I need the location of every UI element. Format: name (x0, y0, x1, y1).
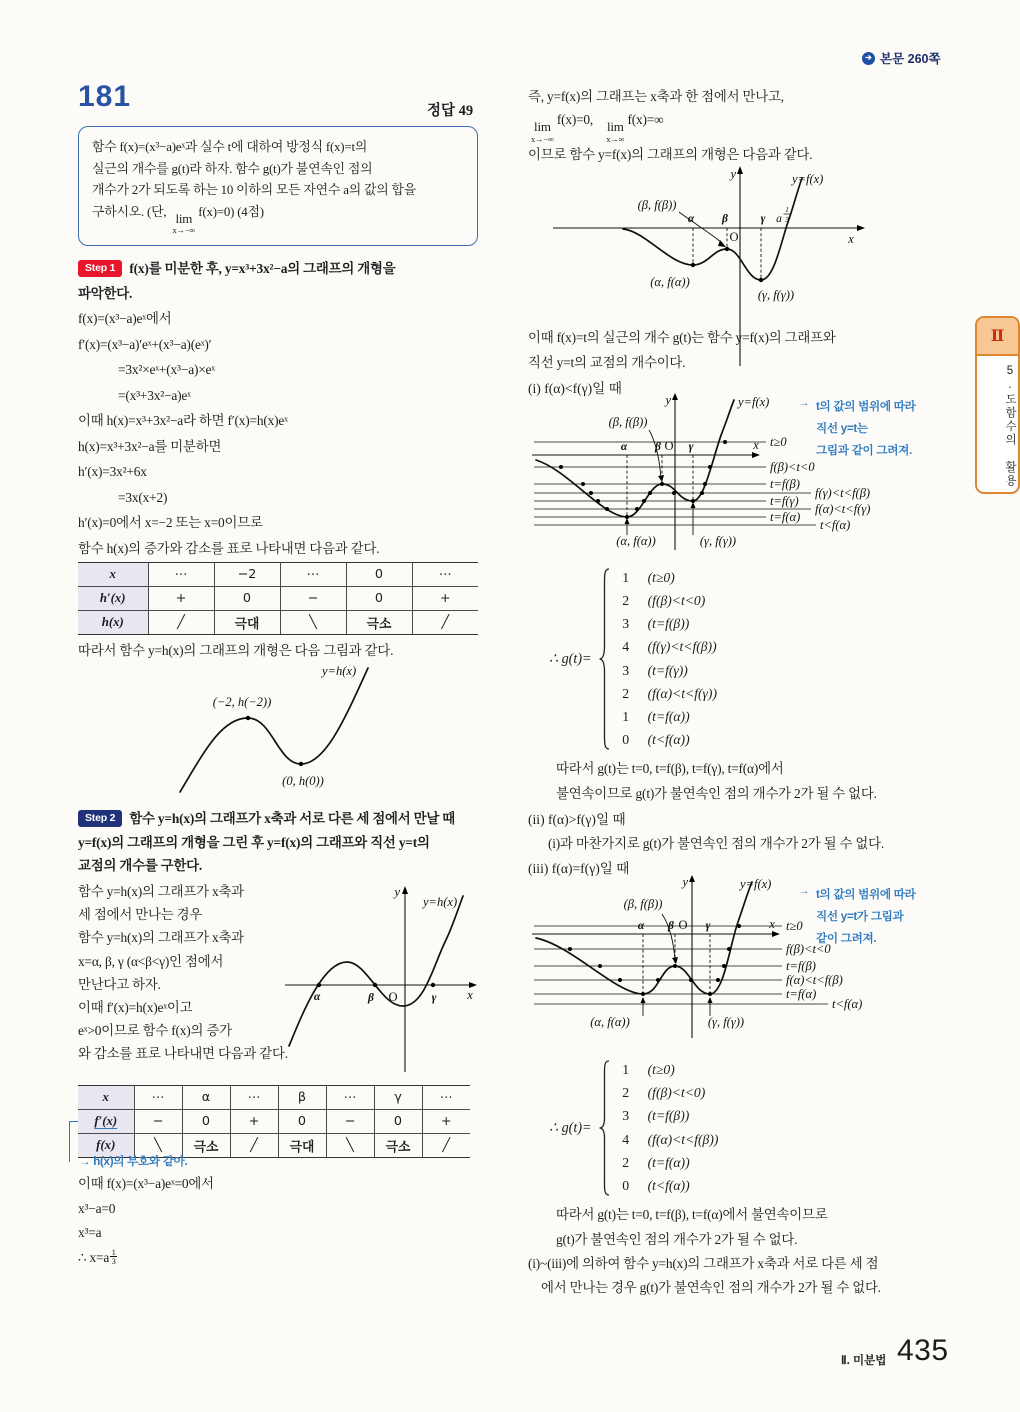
left-conclusion (78, 1172, 214, 1270)
table-row: f′(x) − 0 + 0 − 0 + (78, 1110, 470, 1134)
math-line: 이때 h(x)=x³+3x²−a라 하면 f′(x)=h(x)eˣ (78, 413, 288, 428)
right-limits-line: lim x→−∞ f(x)=0, lim x→∞ f(x)=∞ (531, 112, 664, 144)
right-mid-1: 이때 f(x)=t의 실근의 개수 g(t)는 함수 y=f(x)의 그래프와 (528, 330, 836, 345)
source-reference-label: 본문 260쪽 (880, 52, 941, 66)
side-tab-label: 5.도함수의 활용 (1004, 365, 1016, 488)
math-line: f′(x)=(x³−a)′eˣ+(x³−a)(eˣ)′ (78, 336, 212, 352)
x-axis-arrow (752, 452, 760, 458)
problem-line: 함수 f(x)=(x³−a)eˣ과 실수 t에 대하여 방정식 f(x)=t의 (92, 140, 368, 154)
y-label: y (730, 167, 736, 181)
step1-title-cont: 파악한다. (78, 286, 133, 301)
curve-label: y=h(x) (322, 664, 357, 678)
curve-label: y=h(x) (423, 895, 458, 909)
limit-notation: lim x→∞ (606, 119, 625, 144)
table-header-x: x (78, 1086, 134, 1110)
body-line: 와 감소를 표로 나타내면 다음과 같다. (78, 1046, 288, 1062)
limit-notation: lim x→−∞ (531, 119, 554, 144)
math-line: =3x²×eˣ+(x³−a)×eˣ (118, 362, 215, 377)
curly-brace (598, 1058, 611, 1198)
origin-label: O (678, 918, 688, 932)
alpha-label: α (313, 991, 321, 1003)
math-line: 이때 f(x)=(x³−a)eˣ=0에서 (78, 1176, 214, 1191)
curve-label: y=f(x) (738, 395, 770, 409)
chapter-side-tab (975, 316, 1020, 494)
answer-label: 정답 49 (427, 103, 474, 119)
t-range-label: f(γ)<t<f(β) (815, 486, 871, 500)
problem-number: 181 (78, 80, 132, 113)
fraction-exponent: $\frac{1}{3}$ (111, 1246, 116, 1267)
t-range-label: t=f(β) (770, 477, 800, 491)
x-label: x (467, 988, 473, 1002)
g-case-row: 0 (t<f(α)) (622, 1177, 690, 1193)
g-case-row: 4 (f(α)<t<f(β)) (622, 1131, 719, 1147)
x-label: x (848, 232, 854, 246)
g-function-case-i (549, 566, 717, 752)
source-reference-badge (862, 49, 941, 67)
g-case-row: 0 (t<f(α)) (622, 732, 690, 748)
after-g1-line2: 불연속이므로 g(t)가 불연속인 점의 개수가 2가 될 수 없다. (556, 786, 877, 801)
local-min-label: (0, h(0)) (282, 774, 324, 788)
step2-title-cont: y=f(x)의 그래프의 개형을 그린 후 y=f(x)의 그래프와 직선 y=t의 (78, 835, 430, 850)
problem-line: 실근의 개수를 g(t)라 하자. 함수 g(t)가 불연속인 점의 (92, 161, 373, 176)
step2-title: Step 2 함수 y=h(x)의 그래프가 x축과 서로 다른 세 점에서 만날 때 (78, 808, 455, 827)
g-case-row: 2 (t=f(α)) (622, 1154, 690, 1170)
t-range-label: t=f(α) (770, 510, 801, 524)
table-row: x ⋯ −2 ⋯ 0 ⋯ (78, 563, 478, 587)
after-g2-line2: g(t)가 불연속인 점의 개수가 2가 될 수 없다. (556, 1232, 798, 1247)
local-max-dot (246, 716, 250, 720)
g-case-row: 1 (t≥0) (622, 1062, 675, 1078)
y-label: y (665, 393, 671, 407)
curve-f (623, 178, 802, 280)
final-line2: 에서 만나는 경우 g(t)가 불연속인 점의 개수가 2가 될 수 없다. (541, 1280, 881, 1295)
curve-h (180, 668, 368, 792)
table-row: h′(x) + 0 − 0 + (78, 587, 478, 611)
right-intro-1: 즉, y=f(x)의 그래프는 x축과 한 점에서 만나고, (528, 89, 784, 104)
beta-label: β (722, 213, 728, 225)
min-alpha-dot (691, 263, 695, 267)
exp-numerator: 1 (785, 205, 789, 214)
body-line: 만난다고 하자. (78, 976, 161, 992)
gamma-label: γ (431, 992, 437, 1004)
math-line: h′(x)=3x²+6x (78, 464, 147, 479)
final-line1: (i)~(iii)에 의하여 함수 y=h(x)의 그래프가 x축과 서로 다른 세 점 (528, 1256, 879, 1271)
table-header-x: x (78, 563, 148, 587)
table-header-f: f(x) (78, 1134, 134, 1158)
g-case-row: 2 (f(β)<t<0) (622, 593, 706, 609)
x-label: x (769, 917, 775, 931)
graph-y-h-x-shape (160, 658, 480, 798)
math-line: 함수 h(x)의 증가와 감소를 표로 나타내면 다음과 같다. (78, 540, 380, 556)
case-iii-heading: (iii) f(α)=f(γ)일 때 (528, 861, 630, 876)
body-line: x=α, β, γ (α<β<γ)인 점에서 (78, 953, 224, 969)
t-range-label: t≥0 (786, 919, 803, 933)
side-tab-roman: Ⅱ (977, 318, 1018, 356)
g-equals-label: ∴ g(t)= (549, 1119, 592, 1136)
body-line: 세 점에서 만나는 경우 (78, 907, 203, 923)
t-range-label: f(α)<t<f(β) (786, 973, 843, 987)
blue-bracket-annotation (69, 1121, 78, 1162)
t-range-label: t<f(α) (820, 518, 851, 532)
g-case-row: 2 (f(β)<t<0) (622, 1085, 706, 1101)
x-axis-arrow (772, 931, 780, 937)
after-g1-line1: 따라서 g(t)는 t=0, t=f(β), t=f(γ), t=f(α)에서 (556, 761, 784, 776)
g-case-row: 2 (f(α)<t<f(γ)) (622, 685, 717, 701)
y-axis-arrow (402, 886, 408, 894)
table-row: x ⋯ α ⋯ β ⋯ γ ⋯ (78, 1086, 470, 1110)
y-label: y (682, 875, 688, 889)
gamma-label: γ (705, 920, 711, 932)
t-range-label: f(β)<t<0 (786, 942, 831, 956)
table2-blue-note: → h(x)의 부호와 같아. (79, 1155, 188, 1168)
case-ii-heading: (ii) f(α)>f(γ)일 때 (528, 812, 626, 827)
t-range-label: t=f(β) (786, 959, 816, 973)
point-gamma-label: (γ, f(γ)) (699, 534, 737, 548)
case-ii-body: (i)과 마찬가지로 g(t)가 불연속인 점의 개수가 2가 될 수 없다. (548, 836, 884, 851)
math-line: =3x(x+2) (118, 489, 168, 505)
y-label: y (394, 885, 400, 899)
footer-page-number: 435 (897, 1334, 949, 1367)
y-axis-arrow (737, 166, 743, 174)
problem-statement-box (78, 126, 478, 246)
curve-label: y=f(x) (740, 877, 772, 891)
footer-chapter: Ⅱ. 미분법 (841, 1355, 887, 1367)
curve-label: y=f(x) (792, 172, 824, 186)
local-min-dot (299, 762, 303, 766)
graph-h-three-roots (283, 882, 483, 1077)
curve-h (289, 896, 463, 1046)
math-line: =(x³+3x²−a)eˣ (118, 387, 191, 403)
g-function-case-iii (549, 1058, 718, 1198)
math-line: x³−a=0 (78, 1200, 116, 1216)
g-case-row: 3 (t=f(γ)) (622, 662, 688, 678)
step1-badge: Step 1 (78, 260, 122, 277)
a-cube-root-label: a (776, 213, 782, 225)
table-row: h(x) ╱ 극대 ╲ 극소 ╱ (78, 611, 478, 635)
point-gamma-label: (γ, f(γ)) (707, 1015, 745, 1029)
gamma-label: γ (760, 213, 766, 225)
math-line: x³=a (78, 1225, 102, 1240)
point-alpha-label: (α, f(α)) (590, 1015, 630, 1029)
math-line: f(x)=(x³−a)eˣ에서 (78, 311, 172, 326)
min-gamma-dot (759, 278, 763, 282)
point-beta-label: (β, f(β)) (637, 198, 677, 212)
table-header-h: h(x) (78, 611, 148, 635)
origin-label: O (664, 439, 674, 453)
arrow-right-icon: → (798, 396, 810, 409)
table-header-hprime: h′(x) (78, 587, 148, 611)
t-range-label: t<f(α) (832, 997, 863, 1011)
step1-title: Step 1 f(x)를 미분한 후, y=x³+3x²−a의 그래프의 개형을 (78, 258, 395, 277)
alpha-label: α (620, 441, 628, 453)
table-f-increase-decrease (78, 1085, 470, 1158)
point-alpha-label: (α, f(α)) (650, 275, 690, 289)
table-header-fprime: f′(x) (78, 1110, 134, 1134)
table-row: f(x) ╲ 극소 ╱ 극대 ╲ 극소 ╱ (78, 1134, 470, 1158)
right-intro-3: 이므로 함수 y=f(x)의 그래프의 개형은 다음과 같다. (528, 147, 813, 162)
root-gamma-dot (431, 983, 435, 987)
point-gamma-label: (γ, f(γ)) (757, 288, 795, 302)
t-range-label: f(α)<t<f(γ) (815, 502, 871, 516)
point-alpha-label: (α, f(α)) (616, 534, 656, 548)
curly-brace (598, 566, 611, 752)
g-case-row: 1 (t≥0) (622, 569, 675, 585)
blue-note-case-iii: → t의 값의 범위에 따라 직선 y=t가 그림과 같이 그려져. (798, 884, 916, 945)
math-line: ∴ x=a $\frac{1}{3}$ (78, 1246, 116, 1267)
point-beta-label: (β, f(β)) (623, 897, 663, 911)
g-case-row: 1 (t=f(α)) (622, 708, 690, 724)
problem-line: 구하시오. (단, lim x→−∞ f(x)=0) (4점) (92, 204, 264, 235)
alpha-label: α (637, 920, 645, 932)
root-alpha-dot (317, 983, 321, 987)
table-h-increase-decrease (78, 562, 478, 635)
blue-note-case-i: → t의 값의 범위에 따라 직선 y=t는 그림과 같이 그려져. (798, 396, 916, 457)
alpha-label: α (687, 213, 695, 225)
problem-line: 개수가 2가 되도록 하는 10 이하의 모든 자연수 a의 값의 합을 (92, 183, 417, 197)
t-range-label: t=f(γ) (770, 494, 799, 508)
beta-label: β (668, 920, 674, 932)
body-line: eˣ>0이므로 함수 f(x)의 증가 (78, 1023, 232, 1039)
y-axis-arrow (689, 875, 695, 882)
x-label: x (753, 438, 759, 452)
g-case-row: 4 (f(γ)<t<f(β)) (622, 639, 717, 655)
body-line: 함수 y=h(x)의 그래프가 x축과 (78, 884, 244, 899)
y-axis-arrow (672, 393, 678, 400)
origin-label: O (729, 230, 739, 244)
t-range-label: f(β)<t<0 (770, 460, 815, 474)
exp-denominator: 3 (785, 215, 789, 224)
max-beta-dot (725, 247, 729, 251)
limit-notation: lim x→−∞ (172, 210, 196, 235)
step2-body (78, 880, 288, 1066)
origin-label: O (388, 990, 398, 1004)
local-max-label: (−2, h(−2)) (212, 695, 272, 709)
math-line: h′(x)=0에서 x=−2 또는 x=0이므로 (78, 515, 263, 530)
beta-label: β (655, 441, 661, 453)
g-equals-label: ∴ g(t)= (549, 650, 592, 667)
beta-label: β (368, 992, 374, 1004)
g-case-row: 3 (t=f(β)) (622, 1108, 690, 1124)
step2-badge: Step 2 (78, 810, 122, 827)
body-line: 이때 f′(x)=h(x)eˣ이고 (78, 1000, 193, 1016)
after-table1-text: 따라서 함수 y=h(x)의 그래프의 개형은 다음 그림과 같다. (78, 643, 394, 658)
arrow-right-icon: → (79, 1155, 91, 1168)
point-beta-label: (β, f(β)) (608, 415, 648, 429)
after-g2-line1: 따라서 g(t)는 t=0, t=f(β), t=f(α)에서 불연속이므로 (556, 1207, 828, 1222)
gamma-label: γ (688, 441, 694, 453)
t-range-label: t=f(α) (786, 987, 817, 1001)
right-mid-2: 직선 y=t의 교점의 개수이다. (528, 355, 686, 370)
step2-title-cont2: 교점의 개수를 구한다. (78, 858, 203, 873)
x-axis-arrow (857, 225, 865, 231)
t-range-label: t≥0 (770, 435, 787, 449)
step1-derivation (78, 306, 379, 561)
case-i-heading: (i) f(α)<f(γ)일 때 (528, 381, 622, 396)
g-case-row: 3 (t=f(β)) (622, 616, 690, 632)
arrow-right-icon: → (798, 884, 810, 897)
body-line: 함수 y=h(x)의 그래프가 x축과 (78, 930, 244, 946)
arrow-circle-icon: ➔ (862, 52, 875, 65)
math-line: h(x)=x³+3x²−a를 미분하면 (78, 438, 222, 454)
root-beta-dot (373, 983, 377, 987)
